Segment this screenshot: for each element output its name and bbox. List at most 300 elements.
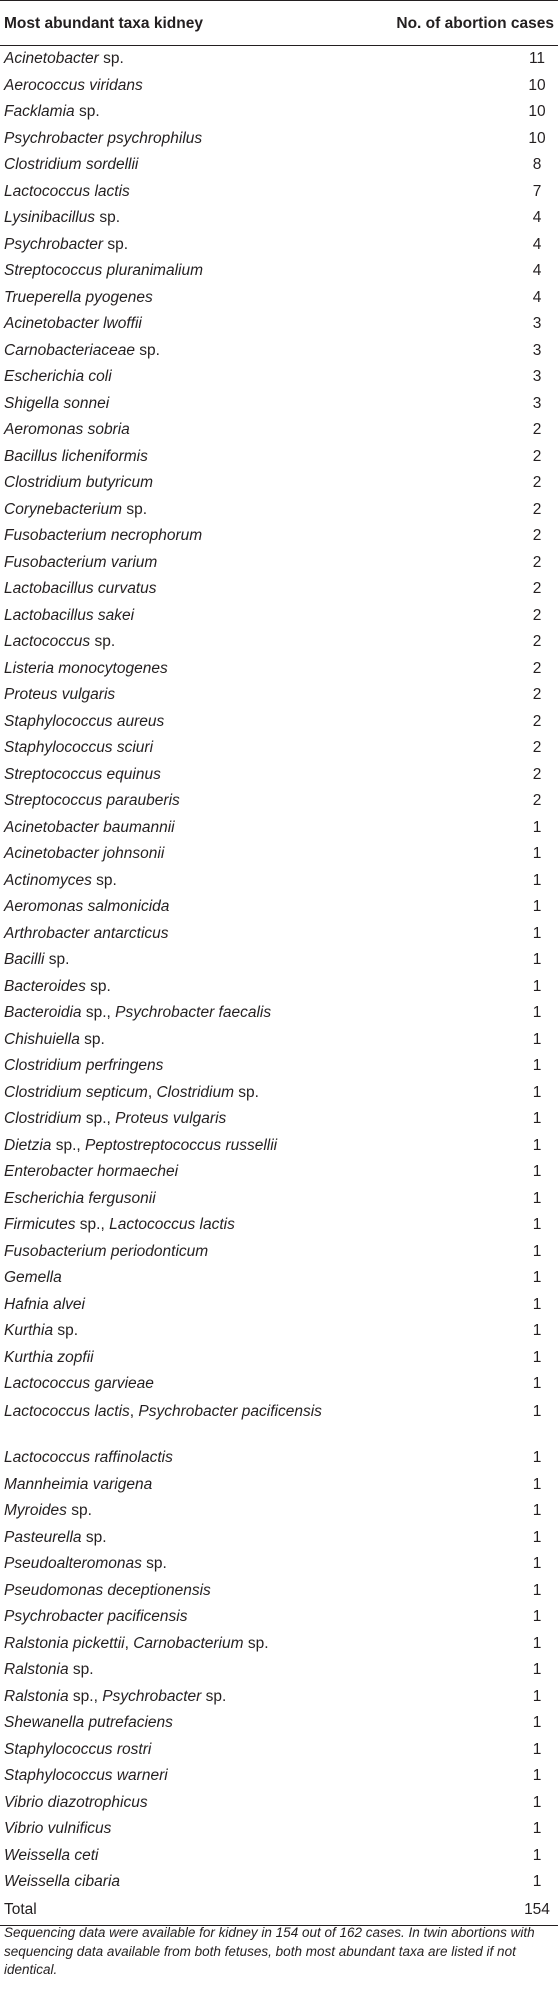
taxa-name-part: sp., [81, 1004, 116, 1022]
taxa-name [0, 1000, 378, 1027]
case-count: 2 [532, 686, 542, 704]
table-row [0, 1525, 558, 1552]
taxa-name-part: Actinomyces [4, 871, 92, 889]
taxa-name-part: Fusobacterium necrophorum [4, 527, 203, 545]
table-row [0, 1472, 558, 1499]
taxa-name [0, 921, 378, 948]
table-row [0, 1133, 558, 1160]
table-row [0, 99, 558, 126]
table-header [0, 1, 558, 46]
table-row [0, 815, 558, 842]
case-count: 4 [532, 262, 542, 280]
case-count: 2 [532, 553, 542, 571]
table-row [0, 974, 558, 1001]
taxa-name-part: Chishuiella [4, 1030, 80, 1048]
table-row [0, 1186, 558, 1213]
taxa-name-part: Proteus vulgaris [115, 1110, 227, 1128]
taxa-name-part: Psychrobacter pacificensis [138, 1402, 322, 1420]
taxa-name-part: Proteus vulgaris [4, 686, 116, 704]
taxa-name-part: Clostridium butyricum [4, 474, 154, 492]
case-count: 2 [532, 633, 542, 651]
taxa-name-part: sp. [141, 1555, 167, 1573]
taxa-name [0, 1578, 378, 1605]
taxa-name-part: Dietzia [4, 1136, 52, 1154]
taxa-name-part: sp. [90, 633, 116, 651]
case-count: 1 [532, 977, 542, 995]
table-row [0, 258, 558, 285]
taxa-name-part: sp. [68, 1661, 94, 1679]
taxa-name [0, 735, 378, 762]
taxa-name [0, 232, 378, 259]
taxa-name-part: sp. [44, 951, 70, 969]
taxa-name-part: , [124, 1634, 134, 1652]
table-row [0, 523, 558, 550]
header-row [0, 1, 558, 46]
case-count: 1 [532, 1608, 542, 1626]
case-count: 1 [532, 1661, 542, 1679]
taxa-name-part: Staphylococcus aureus [4, 712, 165, 730]
taxa-name [0, 1080, 378, 1107]
taxa-name-part: Clostridium [4, 1110, 82, 1128]
taxa-name-part: Shewanella putrefaciens [4, 1714, 173, 1732]
taxa-name [0, 1843, 378, 1870]
case-count: 1 [532, 1502, 542, 1520]
table-row [0, 46, 558, 73]
taxa-name-part: Fusobacterium varium [4, 553, 158, 571]
table-row [0, 1578, 558, 1605]
case-count: 3 [532, 368, 542, 386]
taxa-name [0, 1525, 378, 1552]
table-row [0, 1631, 558, 1658]
taxa-name-part: Acinetobacter baumannii [4, 818, 175, 836]
case-count: 1 [532, 1714, 542, 1732]
case-count: 3 [532, 341, 542, 359]
table-row [0, 1345, 558, 1372]
table-row [0, 1265, 558, 1292]
taxa-name [0, 629, 378, 656]
taxa-name [0, 285, 378, 312]
table-row [0, 1551, 558, 1578]
taxa-name-part: Escherichia coli [4, 368, 112, 386]
table-row [0, 1816, 558, 1843]
taxa-name-part: sp. [81, 1528, 107, 1546]
total-count: 154 [378, 1896, 558, 1926]
taxa-name [0, 1265, 378, 1292]
table-row [0, 470, 558, 497]
case-count: 1 [532, 1110, 542, 1128]
case-count: 1 [532, 1475, 542, 1493]
table-row [0, 947, 558, 974]
taxa-name-part: Staphylococcus rostri [4, 1740, 152, 1758]
table-row [0, 417, 558, 444]
taxa-name [0, 709, 378, 736]
taxa-name-part: sp. [201, 1687, 227, 1705]
taxa-name [0, 1318, 378, 1345]
taxa-name [0, 576, 378, 603]
case-count: 2 [532, 606, 542, 624]
taxa-name [0, 311, 378, 338]
case-count: 1 [532, 1189, 542, 1207]
case-count: 4 [532, 288, 542, 306]
case-count: 4 [532, 209, 542, 227]
taxa-name-part: Lactococcus lactis [109, 1216, 235, 1234]
case-count: 10 [528, 76, 546, 94]
taxa-name-part: Enterobacter hormaechei [4, 1163, 179, 1181]
taxa-name-part: Lactococcus raffinolactis [4, 1449, 173, 1467]
taxa-name-part: Arthrobacter antarcticus [4, 924, 169, 942]
taxa-name-part: Kurthia zopfii [4, 1348, 94, 1366]
taxa-name [0, 1472, 378, 1499]
case-count: 11 [528, 50, 546, 68]
taxa-name-part: Acinetobacter lwoffii [4, 315, 142, 333]
taxa-name-part: sp. [98, 50, 124, 68]
table-body [0, 46, 558, 1896]
taxa-name-part: sp., [75, 1216, 110, 1234]
table-row [0, 1498, 558, 1525]
taxa-name [0, 1869, 378, 1896]
taxa-name-part: Vibrio diazotrophicus [4, 1793, 148, 1811]
taxa-name-part: Psychrobacter pacificensis [4, 1608, 188, 1626]
case-count: 10 [528, 129, 546, 147]
case-count: 1 [532, 1793, 542, 1811]
taxa-name [0, 444, 378, 471]
taxa-name-part: sp. [79, 1030, 105, 1048]
case-count: 1 [532, 1136, 542, 1154]
taxa-name-part: Aeromonas salmonicida [4, 898, 170, 916]
taxa-name-part: Acinetobacter johnsonii [4, 845, 165, 863]
header-cases: No. of abortion cases [378, 1, 558, 46]
taxa-name [0, 470, 378, 497]
table-row [0, 629, 558, 656]
taxa-name-part: sp. [53, 1322, 79, 1340]
case-count: 1 [532, 924, 542, 942]
case-count: 2 [532, 792, 542, 810]
case-count: 1 [532, 1004, 542, 1022]
table-row [0, 1657, 558, 1684]
taxa-name [0, 1710, 378, 1737]
taxa-name-part: Staphylococcus warneri [4, 1767, 168, 1785]
case-count: 2 [532, 500, 542, 518]
taxa-name [0, 1212, 378, 1239]
table-row [0, 1053, 558, 1080]
taxa-name-part: Lysinibacillus [4, 209, 96, 227]
taxa-name [0, 1684, 378, 1711]
taxa-name-part: sp., [68, 1687, 103, 1705]
taxa-name [0, 1737, 378, 1764]
taxa-name-part: Weissella ceti [4, 1846, 99, 1864]
taxa-name [0, 1551, 378, 1578]
taxa-name [0, 523, 378, 550]
taxa-name-part: Lactobacillus sakei [4, 606, 135, 624]
table-row [0, 841, 558, 868]
table-row [0, 788, 558, 815]
taxa-name-part: Myroides [4, 1502, 67, 1520]
case-count: 1 [532, 845, 542, 863]
taxa-name-part: Weissella cibaria [4, 1873, 121, 1891]
case-count: 1 [532, 1740, 542, 1758]
case-count: 3 [532, 315, 542, 333]
taxa-name [0, 179, 378, 206]
case-count: 1 [532, 1322, 542, 1340]
table-row [0, 1106, 558, 1133]
taxa-name-part: Bacilli [4, 951, 45, 969]
table-row [0, 1318, 558, 1345]
taxa-name [0, 73, 378, 100]
taxa-name-part: Ralstonia [4, 1661, 69, 1679]
table-row [0, 735, 558, 762]
case-count: 1 [532, 818, 542, 836]
taxa-name-part: sp., [81, 1110, 116, 1128]
case-count: 3 [532, 394, 542, 412]
taxa-name [0, 947, 378, 974]
taxa-name [0, 894, 378, 921]
case-count: 1 [532, 1242, 542, 1260]
taxa-name [0, 1133, 378, 1160]
table-row [0, 868, 558, 895]
case-count: 1 [532, 1555, 542, 1573]
taxa-name [0, 762, 378, 789]
case-count: 1 [532, 1767, 542, 1785]
table-row [0, 1604, 558, 1631]
taxa-name-part: sp. [103, 235, 129, 253]
case-count: 1 [532, 1528, 542, 1546]
taxa-name [0, 126, 378, 153]
taxa-name-part: Streptococcus pluranimalium [4, 262, 204, 280]
table-row [0, 126, 558, 153]
case-count: 1 [532, 1375, 542, 1393]
taxa-name-part: Staphylococcus sciuri [4, 739, 154, 757]
taxa-name [0, 1398, 378, 1446]
taxa-name-part: Corynebacterium [4, 500, 123, 518]
taxa-name-part: Firmicutes [4, 1216, 76, 1234]
case-count: 2 [532, 765, 542, 783]
table-row [0, 285, 558, 312]
table-row [0, 1080, 558, 1107]
taxa-name [0, 682, 378, 709]
taxa-name-part: Streptococcus equinus [4, 765, 161, 783]
total-label: Total [0, 1896, 378, 1926]
case-count: 2 [532, 474, 542, 492]
table-row [0, 73, 558, 100]
table-row [0, 1398, 558, 1446]
taxa-name [0, 1604, 378, 1631]
taxa-name-part: Kurthia [4, 1322, 54, 1340]
table-footer [0, 1896, 558, 1926]
case-count: 1 [532, 1449, 542, 1467]
table-row [0, 444, 558, 471]
table-row [0, 179, 558, 206]
taxa-name [0, 1763, 378, 1790]
table-row [0, 364, 558, 391]
taxa-name-part: Pasteurella [4, 1528, 82, 1546]
taxa-name-part: Bacteroides [4, 977, 86, 995]
taxa-name-part: sp. [66, 1502, 92, 1520]
taxa-name-part: Ralstonia [4, 1687, 69, 1705]
taxa-name [0, 338, 378, 365]
case-count: 7 [532, 182, 542, 200]
taxa-name-part: sp. [85, 977, 111, 995]
table-row [0, 391, 558, 418]
case-count: 1 [532, 1057, 542, 1075]
case-count: 1 [532, 1402, 542, 1420]
taxa-name [0, 868, 378, 895]
table-row [0, 1292, 558, 1319]
taxa-name-part: sp. [134, 341, 160, 359]
case-count: 2 [532, 421, 542, 439]
taxa-name-part: sp. [243, 1634, 269, 1652]
taxa-name-part: Escherichia fergusonii [4, 1189, 156, 1207]
taxa-name [0, 391, 378, 418]
taxa-name [0, 1790, 378, 1817]
taxa-name-part: Mannheimia varigena [4, 1475, 153, 1493]
table-row [0, 1737, 558, 1764]
table-row [0, 1869, 558, 1896]
taxa-name-part: Shigella sonnei [4, 394, 110, 412]
taxa-name-part: Clostridium sordellii [4, 156, 139, 174]
case-count: 1 [532, 1216, 542, 1234]
taxa-name-part: Ralstonia pickettii [4, 1634, 125, 1652]
table-row [0, 1710, 558, 1737]
taxa-name [0, 656, 378, 683]
taxa-name [0, 1292, 378, 1319]
taxa-name [0, 364, 378, 391]
taxa-name-part: sp. [91, 871, 117, 889]
taxa-name [0, 550, 378, 577]
taxa-name-part: Clostridium perfringens [4, 1057, 164, 1075]
taxa-name [0, 1498, 378, 1525]
taxa-name [0, 815, 378, 842]
case-count: 2 [532, 447, 542, 465]
table-row [0, 232, 558, 259]
taxa-name [0, 974, 378, 1001]
taxa-name-part: Aeromonas sobria [4, 421, 130, 439]
table-row [0, 576, 558, 603]
table-row [0, 894, 558, 921]
taxa-name [0, 1631, 378, 1658]
case-count: 1 [532, 1348, 542, 1366]
taxa-name-part: Clostridium septicum [4, 1083, 148, 1101]
table-footnote: Sequencing data were available for kidney in 154 out of 162 cases. In twin abortions with sequencing data available from both fetuses, both most abundant taxa are listed if not identical. [4, 1925, 535, 1977]
header-taxa: Most abundant taxa kidney [0, 1, 378, 46]
table-row [0, 709, 558, 736]
case-count: 1 [532, 951, 542, 969]
taxa-name-part: Hafnia alvei [4, 1295, 85, 1313]
table-row [0, 152, 558, 179]
table-row [0, 603, 558, 630]
case-count: 1 [532, 1163, 542, 1181]
table-row [0, 311, 558, 338]
taxa-name [0, 788, 378, 815]
taxa-name-part: Lactococcus [4, 633, 91, 651]
taxa-name-part: sp. [122, 500, 148, 518]
case-count: 2 [532, 712, 542, 730]
taxa-name-part: Lactococcus lactis [4, 1402, 130, 1420]
taxa-name-part: Peptostreptococcus russellii [85, 1136, 278, 1154]
taxa-name-part: sp. [74, 103, 100, 121]
case-count: 1 [532, 1295, 542, 1313]
case-count: 1 [532, 1820, 542, 1838]
case-count: 8 [532, 156, 542, 174]
taxa-name-part: sp. [95, 209, 121, 227]
taxa-name-part: Streptococcus parauberis [4, 792, 180, 810]
case-count: 1 [532, 898, 542, 916]
table-row [0, 1445, 558, 1472]
taxa-name [0, 1239, 378, 1266]
taxa-name-part: Trueperella pyogenes [4, 288, 153, 306]
taxa-name-part: , [129, 1402, 139, 1420]
taxa-name-part: Psychrobacter [102, 1687, 202, 1705]
case-count: 1 [532, 1030, 542, 1048]
taxa-name-part: Psychrobacter psychrophilus [4, 129, 203, 147]
taxa-name-part: sp., [51, 1136, 85, 1154]
table-row [0, 762, 558, 789]
taxa-name-part: Facklamia [4, 103, 75, 121]
table-row [0, 1027, 558, 1054]
taxa-name [0, 46, 378, 73]
case-count: 10 [528, 103, 546, 121]
taxa-name-part: Vibrio vulnificus [4, 1820, 112, 1838]
taxa-name [0, 497, 378, 524]
taxa-name [0, 1106, 378, 1133]
case-count: 2 [532, 527, 542, 545]
taxa-name [0, 1345, 378, 1372]
case-count: 1 [532, 1873, 542, 1891]
taxa-name [0, 603, 378, 630]
taxa-name [0, 99, 378, 126]
taxa-name [0, 1657, 378, 1684]
taxa-name [0, 1445, 378, 1472]
taxa-name-part: Pseudoalteromonas [4, 1555, 142, 1573]
taxa-name-part: Gemella [4, 1269, 62, 1287]
case-count: 1 [532, 871, 542, 889]
taxa-name [0, 1371, 378, 1398]
case-count: 2 [532, 739, 542, 757]
total-row [0, 1896, 558, 1926]
taxa-name [0, 1053, 378, 1080]
taxa-name-part: Psychrobacter faecalis [115, 1004, 272, 1022]
taxa-name-part: Lactobacillus curvatus [4, 580, 157, 598]
taxa-name-part: Bacillus licheniformis [4, 447, 148, 465]
taxa-name-part: Pseudomonas deceptionensis [4, 1581, 211, 1599]
taxa-name-part: Listeria monocytogenes [4, 659, 168, 677]
case-count: 1 [532, 1846, 542, 1864]
taxa-name-part: Bacteroidia [4, 1004, 82, 1022]
taxa-name-part: Fusobacterium periodonticum [4, 1242, 209, 1260]
table-row [0, 1763, 558, 1790]
table-row [0, 1159, 558, 1186]
table-row [0, 550, 558, 577]
case-count: 1 [532, 1634, 542, 1652]
taxa-name-part: Aerococcus viridans [4, 76, 143, 94]
case-count: 2 [532, 659, 542, 677]
taxa-name-part: Lactococcus lactis [4, 182, 130, 200]
taxa-name-part: Clostridium [156, 1083, 234, 1101]
taxa-name [0, 205, 378, 232]
taxa-name-part: Lactococcus garvieae [4, 1375, 154, 1393]
table-row [0, 1000, 558, 1027]
taxa-name-part: Acinetobacter [4, 50, 99, 68]
case-count: 1 [532, 1581, 542, 1599]
taxa-name [0, 417, 378, 444]
taxa-name-part: , [147, 1083, 157, 1101]
taxa-name [0, 258, 378, 285]
taxa-name-part: Carnobacteriaceae [4, 341, 135, 359]
case-count: 4 [532, 235, 542, 253]
taxa-name-part: Psychrobacter [4, 235, 104, 253]
taxa-name [0, 1159, 378, 1186]
table-row [0, 205, 558, 232]
case-count: 1 [532, 1083, 542, 1101]
